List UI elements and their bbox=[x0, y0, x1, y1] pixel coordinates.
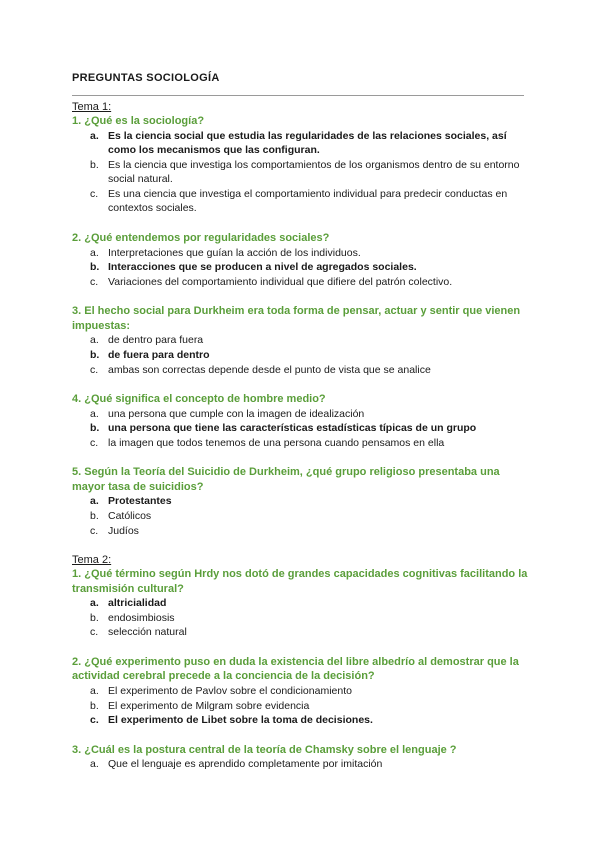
option-letter: a. bbox=[90, 129, 99, 142]
question-block bbox=[72, 465, 528, 538]
option-letter: a. bbox=[90, 334, 99, 347]
option bbox=[72, 158, 528, 187]
option-letter: b. bbox=[90, 261, 100, 274]
question-text: 1. ¿Qué término según Hrdy nos dotó de grandes capacidades cognitivas facilitando la transmisión cultural? bbox=[72, 568, 528, 595]
option-text: Es una ciencia que investiga el comportamiento individual para predecir conductas en contextos sociales. bbox=[108, 187, 508, 215]
option bbox=[72, 699, 528, 714]
option-letter: c. bbox=[90, 436, 99, 449]
option-text: endosimbiosis bbox=[108, 611, 175, 624]
option-text: altricialidad bbox=[108, 597, 167, 610]
option-letter: a. bbox=[90, 758, 99, 771]
option-text: selección natural bbox=[108, 626, 187, 639]
option-letter: b. bbox=[90, 422, 100, 435]
question-block bbox=[72, 304, 528, 377]
options-list bbox=[72, 757, 528, 772]
option-letter: c. bbox=[90, 275, 99, 288]
option-text: ambas son correctas depende desde el punto de vista que se analice bbox=[108, 363, 431, 376]
question-block bbox=[72, 231, 528, 289]
question-text: 5. Según la Teoría del Suicidio de Durkheim, ¿qué grupo religioso presentaba una mayor tasa de suicidios? bbox=[72, 466, 500, 493]
option-text: Interacciones que se producen a nivel de agregados sociales. bbox=[108, 261, 417, 274]
question-block bbox=[72, 114, 528, 216]
option-text: Católicos bbox=[108, 510, 152, 522]
options-list bbox=[72, 596, 528, 640]
option bbox=[72, 333, 528, 348]
option-letter: a. bbox=[90, 597, 99, 610]
section-heading-tema-2: Tema 2: bbox=[72, 554, 112, 567]
option-letter: a. bbox=[90, 246, 99, 259]
option-letter: c. bbox=[90, 524, 99, 537]
option bbox=[72, 275, 528, 290]
option-letter: a. bbox=[90, 495, 99, 508]
options-list bbox=[72, 333, 528, 377]
option-letter: b. bbox=[90, 611, 99, 624]
option-correct bbox=[72, 713, 528, 728]
option bbox=[72, 407, 528, 422]
option-letter: a. bbox=[90, 407, 99, 420]
option-text: Es la ciencia que investiga los comportamientos de los organismos dentro de su entorno social natural. bbox=[108, 158, 520, 186]
option-correct bbox=[72, 494, 528, 509]
option-letter: c. bbox=[90, 187, 99, 200]
option-text: Protestantes bbox=[108, 495, 172, 508]
options-list bbox=[72, 246, 528, 290]
question-text: 4. ¿Qué significa el concepto de hombre medio? bbox=[72, 393, 326, 406]
option-text: de fuera para dentro bbox=[108, 348, 210, 361]
option-correct bbox=[72, 596, 528, 611]
option-text: la imagen que todos tenemos de una persona cuando pensamos en ella bbox=[108, 436, 445, 449]
option-letter: b. bbox=[90, 158, 99, 171]
option bbox=[72, 509, 528, 524]
option-text: El experimento de Milgram sobre evidencia bbox=[108, 699, 310, 712]
option-text: una persona que tiene las características estadísticas típicas de un grupo bbox=[108, 422, 477, 435]
options-list bbox=[72, 129, 528, 217]
question-text: 1. ¿Qué es la sociología? bbox=[72, 115, 205, 127]
option-letter: b. bbox=[90, 348, 100, 361]
options-list bbox=[72, 494, 528, 538]
option-letter: a. bbox=[90, 684, 99, 697]
option-correct bbox=[72, 348, 528, 363]
question-block bbox=[72, 567, 528, 640]
options-list bbox=[72, 407, 528, 451]
option bbox=[72, 611, 528, 626]
option bbox=[72, 187, 528, 216]
option-text: una persona que cumple con la imagen de idealización bbox=[108, 407, 365, 420]
question-text: 2. ¿Qué experimento puso en duda la existencia del libre albedrío al demostrar que la actividad cerebral precede a la conciencia de la decisión? bbox=[72, 655, 519, 683]
question-text: 3. El hecho social para Durkheim era toda forma de pensar, actuar y sentir que vienen impuestas: bbox=[72, 305, 521, 332]
options-list bbox=[72, 684, 528, 728]
option-correct bbox=[72, 260, 528, 275]
title-divider bbox=[72, 95, 524, 96]
option-correct bbox=[72, 421, 528, 436]
option bbox=[72, 684, 528, 699]
option-text: Que el lenguaje es aprendido completamente por imitación bbox=[108, 758, 383, 771]
option bbox=[72, 436, 528, 451]
question-text: 2. ¿Qué entendemos por regularidades sociales? bbox=[72, 232, 330, 245]
option bbox=[72, 246, 528, 261]
question-block bbox=[72, 743, 528, 772]
option bbox=[72, 757, 528, 772]
option-correct bbox=[72, 129, 528, 158]
option-text: Judíos bbox=[108, 524, 139, 537]
option-letter: c. bbox=[90, 714, 99, 727]
question-block bbox=[72, 392, 528, 450]
section-heading-tema-1: Tema 1: bbox=[72, 101, 112, 113]
option-text: Es la ciencia social que estudia las regularidades de las relaciones sociales, así como los mecanismos que las configuran. bbox=[108, 129, 507, 157]
option-text: de dentro para fuera bbox=[108, 334, 204, 347]
questions-content bbox=[72, 100, 528, 787]
option bbox=[72, 625, 528, 640]
question-text: 3. ¿Cuál es la postura central de la teoría de Chamsky sobre el lenguaje ? bbox=[72, 743, 457, 756]
option-letter: c. bbox=[90, 363, 99, 376]
option-letter: b. bbox=[90, 510, 99, 522]
option-letter: b. bbox=[90, 699, 99, 712]
option bbox=[72, 363, 528, 378]
question-block bbox=[72, 655, 528, 728]
option-letter: c. bbox=[90, 626, 99, 639]
document-title: PREGUNTAS SOCIOLOGÍA bbox=[72, 72, 220, 84]
option-text: Variaciones del comportamiento individual que difiere del patrón colectivo. bbox=[108, 275, 453, 288]
option-text: El experimento de Libet sobre la toma de decisiones. bbox=[108, 714, 373, 727]
option bbox=[72, 524, 528, 539]
option-text: Interpretaciones que guían la acción de los individuos. bbox=[108, 246, 361, 259]
option-text: El experimento de Pavlov sobre el condicionamiento bbox=[108, 684, 352, 697]
